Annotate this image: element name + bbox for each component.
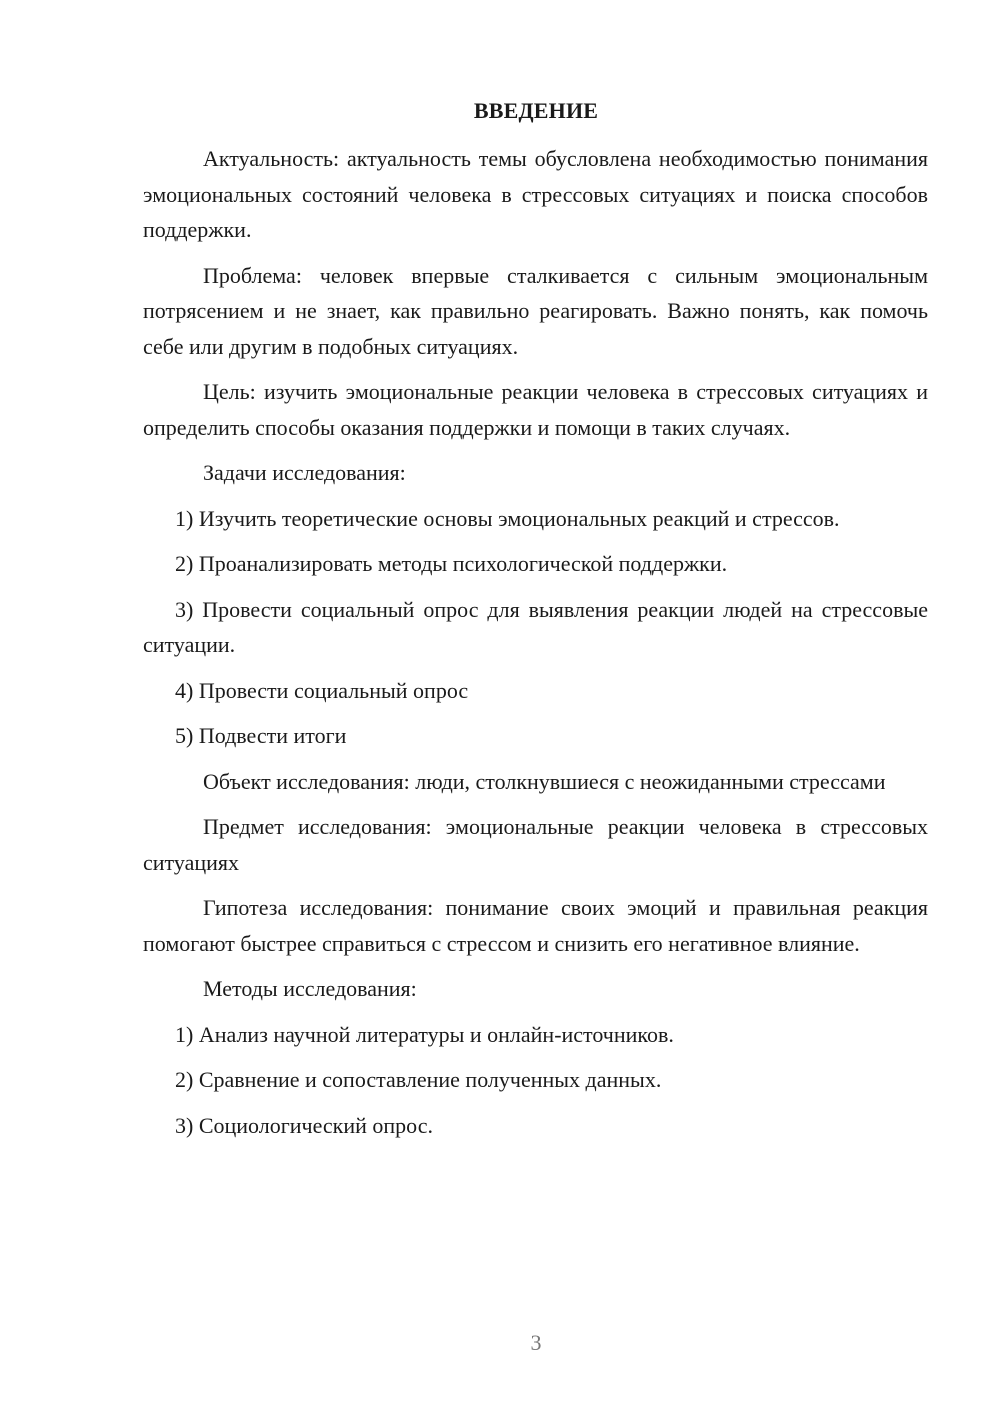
page-number: 3 (530, 1330, 542, 1355)
hypothesis-paragraph: Гипотеза исследования: понимание своих эмоций и правильная реакция помогают быстрее справиться с стрессом и снизить его негативное влияние. (143, 895, 928, 956)
task-item: 4) Провести социальный опрос (175, 677, 469, 703)
problem-paragraph: Проблема: человек впервые сталкивается с сильным эмоциональным потрясением и не знает, как правильно реагировать. Важно понять, как помочь себе или другим в подобных ситуациях. (143, 262, 928, 359)
task-item: 3) Провести социальный опрос для выявления реакции людей на стрессовые ситуации. (143, 596, 928, 657)
method-item: 1) Анализ научной литературы и онлайн-источников. (175, 1021, 674, 1047)
subject-paragraph: Предмет исследования: эмоциональные реакции человека в стрессовых ситуациях (143, 814, 928, 875)
method-item: 3) Социологический опрос. (175, 1112, 433, 1138)
task-item: 1) Изучить теоретические основы эмоциональных реакций и стрессов. (175, 505, 840, 531)
section-title: ВВЕДЕНИЕ (473, 98, 599, 123)
goal-paragraph: Цель: изучить эмоциональные реакции человека в стрессовых ситуациях и определить способы оказания поддержки и помощи в таких случаях. (143, 379, 928, 440)
object-paragraph: Объект исследования: люди, столкнувшиеся с неожиданными стрессами (203, 768, 886, 794)
task-item: 5) Подвести итоги (175, 723, 347, 748)
relevance-paragraph: Актуальность: актуальность темы обусловлена необходимостью понимания эмоциональных состояний человека в стрессовых ситуациях и поиска способов поддержки. (143, 146, 928, 242)
method-item: 2) Сравнение и сопоставление полученных данных. (175, 1067, 662, 1092)
document-body (143, 141, 928, 1153)
task-item: 2) Проанализировать методы психологической поддержки. (175, 551, 728, 576)
tasks-heading: Задачи исследования: (203, 460, 406, 485)
methods-heading: Методы исследования: (203, 976, 417, 1001)
